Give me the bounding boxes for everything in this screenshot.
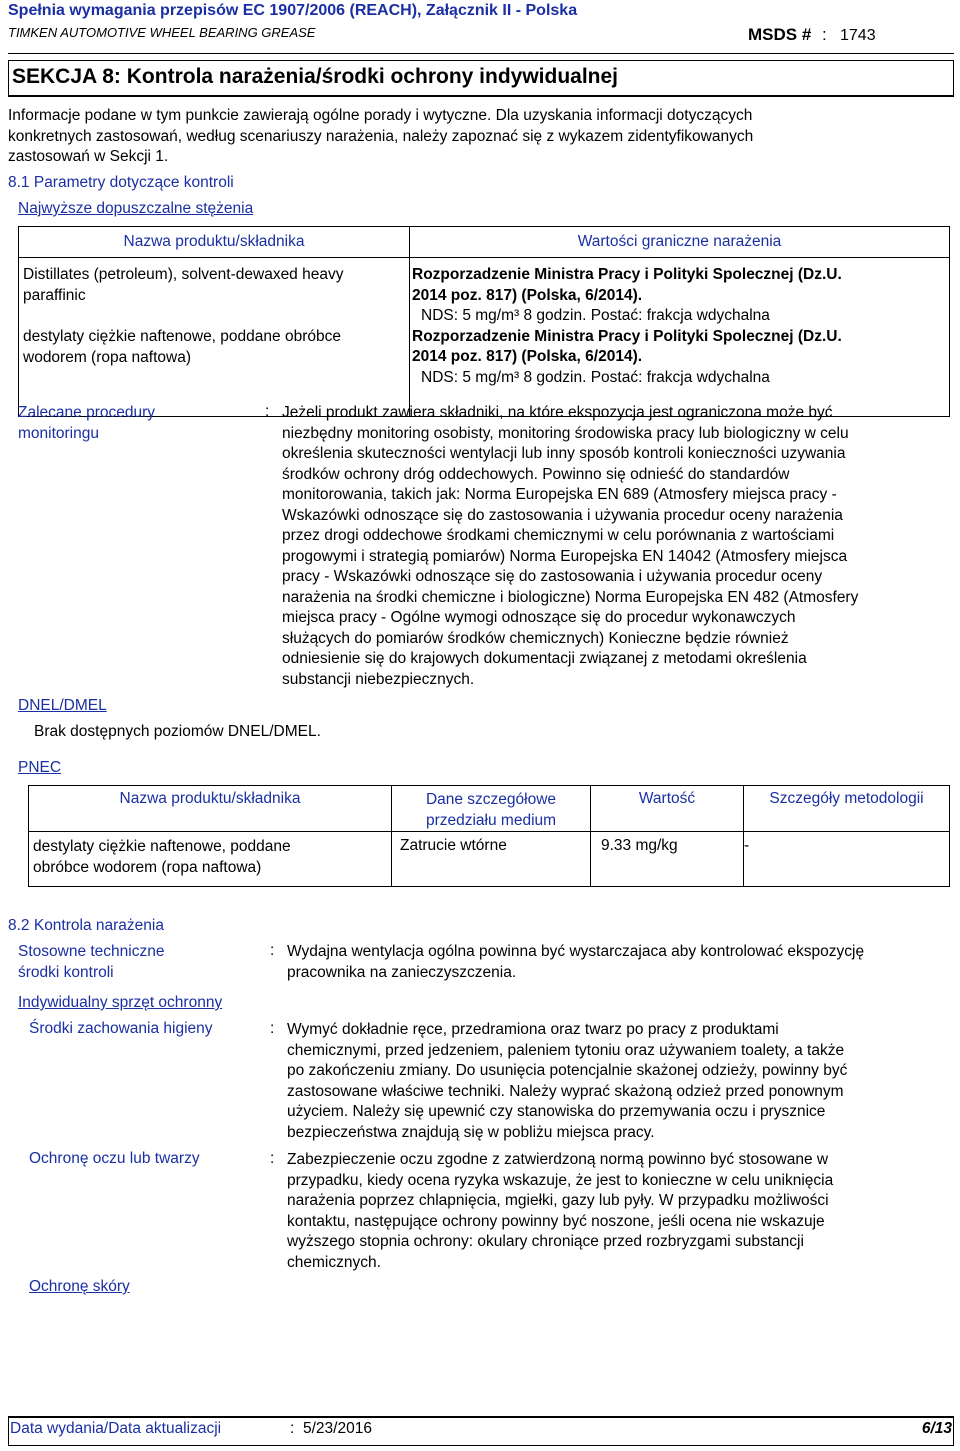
eye-protection-line: chemicznych. [287,1253,381,1271]
skin-protection-label: Ochronę skóry [29,1278,130,1295]
oel-product-2-line: destylaty ciężkie naftenowe, poddane obróbce [23,328,341,345]
hygiene-line: chemicznymi, przed jedzeniem, paleniem tytoniu oraz używaniem toalety, a także [287,1041,845,1059]
monitoring-line: progowymi i strategią pomiarów) Norma Europejska EN 14042 (Atmosfery miejsca [282,547,848,565]
eye-protection-line: Zabezpieczenie oczu zgodne z zatwierdzoną normą powinno być stosowane w [287,1151,829,1168]
monitoring-line: środków ochrony dróg oddechowych. Powinno się odnieść do standardów [282,465,790,483]
monitoring-line: niezbędny monitoring osobisty, monitoring środowiska pracy lub biologiczny w celu [282,424,849,442]
monitoring-line: służących do pomiarów środków chemicznych) Konieczne będzie również [282,629,789,647]
intro-line: Informacje podane w tym punkcie zawierają ogólne porady i wytyczne. Dla uzyskania informacji dotyczących [8,107,753,124]
oel-product-2 [23,327,409,368]
oel-product-2-line: wodorem (ropa naftowa) [23,348,191,366]
section-title: SEKCJA 8: Kontrola narażenia/środki ochrony indywidualnej [12,65,619,88]
tech-controls-label-line: Stosowne techniczne [18,943,165,960]
msds-number: 1743 [840,27,876,44]
oel-regulation: Rozporzadzenie Ministra Pracy i Polityki Spolecznej (Dz.U. [412,266,842,283]
oel-limits-cell [410,258,950,417]
section-intro [8,106,948,168]
pnec-col-value: Wartość [591,786,744,832]
pnec-product-line: destylaty ciężkie naftenowe, poddane [33,838,291,855]
eye-protection-line: kontaktu, następujące ochrony powinny być noszone, jeśli ocena nie wskazuje [287,1212,825,1230]
oel-regulation: 2014 poz. 817) (Polska, 6/2014). [412,286,643,304]
oel-table [18,226,950,417]
eye-protection-label: Ochronę oczu lub twarzy [29,1150,200,1167]
footer-date-label: Data wydania/Data aktualizacji [10,1420,222,1437]
subsection-8-1-heading: 8.1 Parametry dotyczące kontroli [8,174,234,191]
hygiene-line: Wymyć dokładnie ręce, przedramiona oraz twarz po pracy z produktami [287,1021,779,1038]
footer-date: 5/23/2016 [303,1420,372,1437]
oel-limit-2 [412,327,949,389]
monitoring-line: pracy - Wskazówki odnoszące się do zastosowania i używania procedur oceny [282,568,823,585]
product-name: TIMKEN AUTOMOTIVE WHEEL BEARING GREASE [8,25,316,40]
monitoring-text [282,403,952,690]
msds-label: MSDS # [748,25,812,44]
intro-line: konkretnych zastosowań, według scenariuszy narażenia, należy zapoznać się z wykazem zidentyfikowanych [8,127,754,145]
tech-controls-text [287,942,952,983]
pnec-method: - [744,832,950,887]
pnec-col-medium-line: Dane szczegółowe [425,791,557,808]
hygiene-line: bezpieczeństwa znajdują się w pobliżu miejsca pracy. [287,1123,655,1141]
monitoring-line: miejsca pracy - Ogólne wymogi odnoszące się do procedur wykonawczych [282,609,796,626]
oel-product-1 [23,265,409,306]
hygiene-label: Środki zachowania higieny [29,1020,213,1037]
pnec-col-product: Nazwa produktu/składnika [29,786,392,832]
pnec-medium: Zatrucie wtórne [392,832,591,887]
monitoring-line: monitorowania, takich jak: Norma Europejska EN 689 (Atmosfery miejsca pracy - [282,486,837,503]
monitoring-line: Jeżeli produkt zawiera składniki, na które ekspozycja jest ograniczona może być [282,404,833,421]
oel-product-1-line: Distillates (petroleum), solvent-dewaxed heavy [23,266,344,283]
oel-col-limits: Wartości graniczne narażenia [410,227,950,258]
tech-controls-line: pracownika na zanieczyszczenia. [287,963,517,981]
hygiene-line: po zakończeniu zmiany. Do usunięcia potencjalnie skażonej odzieży, powinny być [287,1062,848,1079]
eye-protection-line: wyższego stopnia ochrony: okulary chroniące przed rozbryzgami substancji [287,1233,804,1250]
pnec-value: 9.33 mg/kg [591,832,744,887]
pnec-product-cell [29,832,392,887]
msds-colon: : [822,25,827,44]
dnel-label: DNEL/DMEL [18,697,107,714]
tech-controls-line: Wydajna wentylacja ogólna powinna być wystarczajaca aby kontrolować ekspozycję [287,943,865,960]
oel-limit-1 [412,265,949,327]
oel-limit-value: NDS: 5 mg/m³ 8 godzin. Postać: frakcja wdychalna [421,368,770,386]
eye-protection-text [287,1150,952,1273]
header-divider [8,53,954,54]
oel-regulation: Rozporzadzenie Ministra Pracy i Polityki Spolecznej (Dz.U. [412,327,842,345]
hygiene-text [287,1020,952,1143]
oel-limit-value: NDS: 5 mg/m³ 8 godzin. Postać: frakcja wdychalna [421,307,770,324]
monitoring-line: narażenia na środki chemiczne i biologiczne) Norma Europejska EN 482 (Atmosfery [282,588,859,606]
oel-regulation: 2014 poz. 817) (Polska, 6/2014). [412,348,643,365]
dnel-text: Brak dostępnych poziomów DNEL/DMEL. [34,723,321,740]
eye-protection-line: narażenia poprzez chlapnięcia, mgiełki, gazy lub pyły. W przypadku możliwości [287,1192,829,1209]
oel-title: Najwyższe dopuszczalne stężenia [18,200,254,217]
oel-product-1-line: paraffinic [23,286,86,304]
monitoring-label-line: monitoringu [18,424,99,442]
subsection-8-2-heading: 8.2 Kontrola narażenia [8,917,164,934]
monitoring-line: substancji niebezpiecznych. [282,670,475,688]
oel-col-product: Nazwa produktu/składnika [19,227,410,258]
intro-line: zastosowań w Sekcji 1. [8,148,169,165]
monitoring-label [18,403,155,444]
tech-controls-label [18,942,164,983]
pnec-table [28,785,950,887]
ppe-title: Indywidualny sprzęt ochronny [18,994,223,1011]
monitoring-line: Wskazówki odnoszące się do zastosowania i używania procedur oceny narażenia [282,506,843,524]
pnec-label: PNEC [18,759,62,776]
eye-protection-line: przypadku, kiedy ocena ryzyka wskazuje, że jest to konieczne w celu uniknięcia [287,1171,834,1189]
hygiene-line: zastosowane właściwe techniki. Należy wyprać skażoną odzież przed ponownym [287,1082,844,1100]
monitoring-line: przez drogi oddechowe środkami chemicznymi w celu porównania z wartościami [282,527,835,544]
eye-protection-colon: : [270,1150,275,1167]
tech-controls-colon: : [270,942,275,959]
hygiene-line: użyciem. Należy się upewnić czy stanowiska do przemywania oczu i prysznice [287,1103,826,1120]
monitoring-line: określenia skuteczności wentylacji lub inny sposób kontroli konieczności uzywania [282,445,846,462]
tech-controls-label-line: środki kontroli [18,963,114,981]
pnec-col-medium [392,786,591,832]
page-number: 6/13 [921,1420,952,1437]
footer-colon: : [290,1420,295,1437]
pnec-col-medium-line: przedziału medium [425,811,557,829]
document-header-title: Spełnia wymagania przepisów EC 1907/2006 (REACH), Załącznik II - Polska [8,2,578,19]
hygiene-colon: : [270,1020,275,1037]
oel-product-cell [19,258,410,417]
pnec-col-method: Szczegóły metodologii [744,786,950,832]
monitoring-colon: : [265,403,270,420]
monitoring-line: odniesienie się do krajowych dokumentacji związanej z metodami określenia [282,650,807,667]
pnec-product-line: obróbce wodorem (ropa naftowa) [33,858,262,876]
monitoring-label-line: Zalecane procedury [18,404,155,421]
